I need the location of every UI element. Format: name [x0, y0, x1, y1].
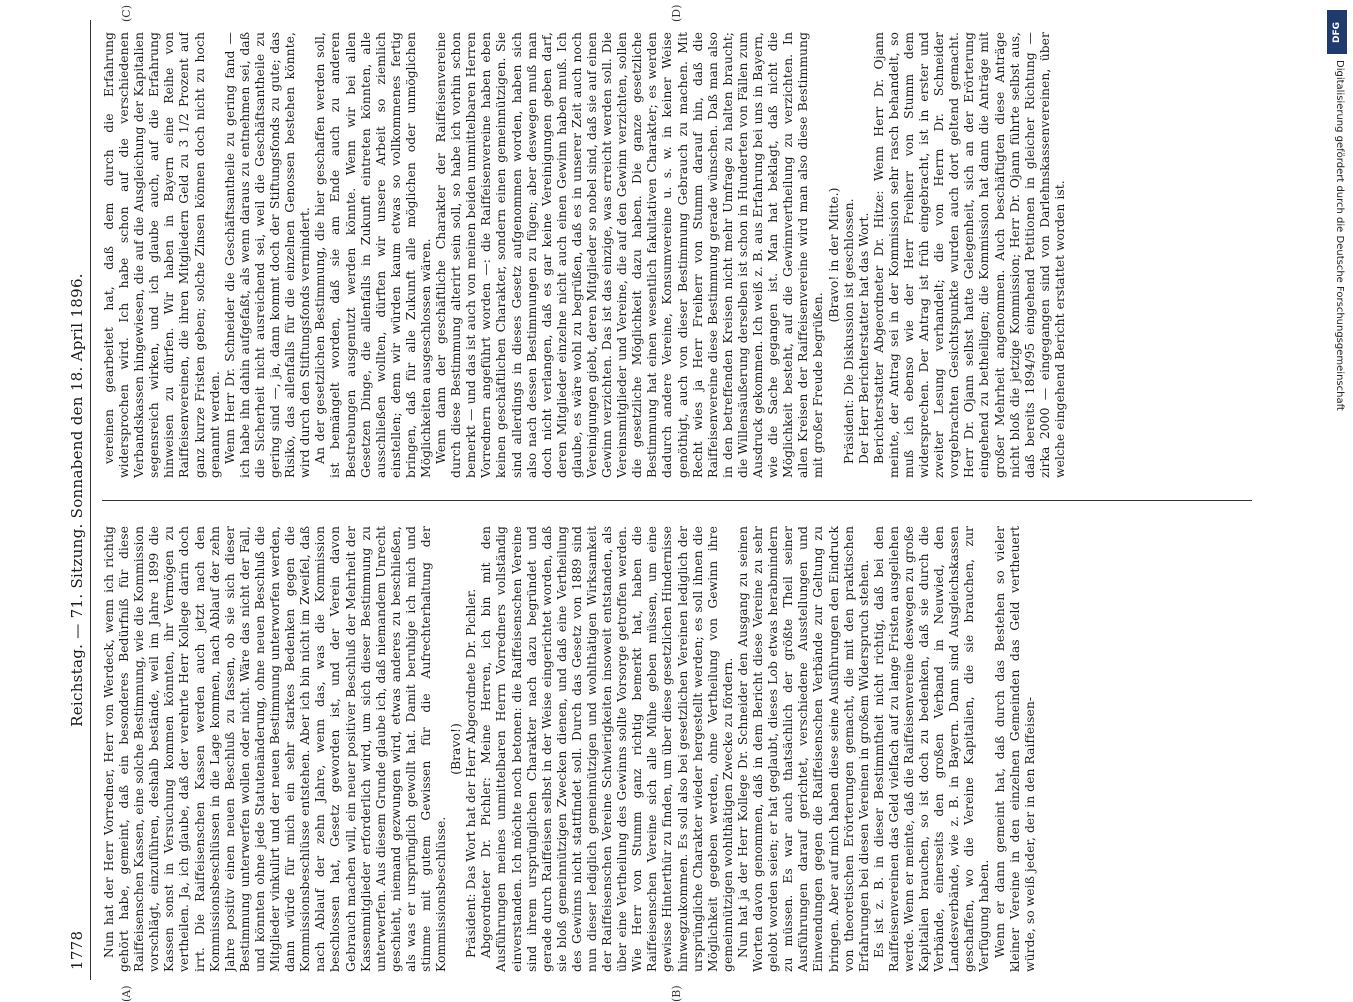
left-column [102, 526, 1252, 972]
header-rule [90, 20, 91, 980]
marker-b: (B) [670, 985, 683, 1002]
paragraph: vereinen gearbeitet hat, daß dem durch die Erfahrung widersprochen wird. Ich habe schon auf die verschiedenen Verbandskassen hingewiesen, die auf die Ausgleichung der Kapitalien segensreich wirken, und ich glaube auch, auf die Erfahrung hinweisen zu dürfen. Wir haben in Bayern eine Reihe von Raiffeisenvereinen, die ihren Mitgliedern Geld zu 3 1/2 Prozent auf ganz kurze Fristen geben; solche Zinsen können doch nicht zu hoch genannt werden. [102, 32, 222, 478]
credit-text: Digitalisierung gefördert durch die Deutsche Forschungsgemeinschaft [1334, 60, 1345, 411]
marker-a: (A) [120, 985, 133, 1002]
dfg-logo: DFG [1327, 10, 1347, 54]
page-number: 1778 [68, 930, 86, 970]
paragraph: Wenn Herr Dr. Schneider die Geschäftsantheile zu gering fand — ich habe ihn dahin aufgefaßt, als wenn daraus zu entnehmen sei, daß die Sicherheit nicht ausreichend sei, weil die Geschäftsantheile zu gering sind —, ja, dann kommt doch der Stiftungsfonds zu gute; das Risiko, das allenfalls für die einzelnen Genossen bestehen könnte, wird durch den Stiftungsfonds vermindert. [222, 32, 313, 478]
paragraph: Wenn dann der geschäftliche Charakter der Raiffeisenvereine durch diese Bestimmung alterirt sein soll, so habe ich vorhin schon bemerkt — und das ist auch von meinen beiden unmittelbaren Herren Vorrednern angeführt worden —: die Raiffeisenvereine haben eben keinen geschäftlichen Charakter, sondern einen gemeinnützigen. Sie sind allerdings in dieses Gesetz aufgenommen worden, haben sich also nach dessen Bestimmungen zu fügen; aber deswegen muß man doch nicht verlangen, daß es gar keine Vereinigungen geben darf, deren Mitglieder einzelne nicht auch einen Gewinn haben muß. Ich glaube, es wäre wohl zu begrüßen, daß es in unserer Zeit auch noch Vereinigungen giebt, deren Mitglieder so nobel sind, daß sie auf einen Gewinn verzichten. Das ist das einzige, was erreicht werden soll. Die Vereinsmitglieder und Vereine, die auf den Gewinn verzichten, sollen die gesetzliche Möglichkeit dazu haben. Die ganze gesetzliche Bestimmung hat einen wesentlich fakultativen Charakter; es werden dadurch andere Vereine, Konsumvereine u. s. w. in keiner Weise genöthigt, auch von dieser Bestimmung Gebrauch zu machen. Mit Recht wies ja Herr Freiherr von Stumm darauf hin, daß die Raiffeisenvereine diese Bestimmung gerade wünschen. Daß man also in den betreffenden Kreisen nicht mehr Umfrage zu halten braucht; die Willensäußerung derselben ist schon in Hunderten von Fällen zum Ausdruck gekommen. Ich weiß z. B. aus Erfahrung bei uns in Bayern, wie die Sache gegangen ist. Man hat beklagt, daß nicht die Möglichkeit besteht, auf die Gewinnvertheilung zu verzichten. In allen Kreisen der Raiffeisenvereine wird man also diese Bestimmung mit großer Freude begrüßen. [434, 32, 826, 478]
interjection: (Bravo!) [449, 723, 464, 775]
paragraph: Wenn er dann gemeint hat, daß durch das Bestehen so vieler kleiner Vereine in den einzelnen Gemeinden das Geld vertheuert würde, so weiß jeder, der in den Raiffeisen- [992, 526, 1037, 972]
paragraph: Der Herr Berichterstatter hat das Wort. [856, 212, 871, 464]
paragraph: Abgeordneter Dr. Pichler: Meine Herren, ich bin mit den Ausführungen meines unmittelbaren Herrn Vorredners vollständig einverstanden. Ich möchte noch betonen: die Raiffeisenschen Vereine sind ihrem ursprünglichen Charakter nach dazu begründet und gerade durch Raiffeisen selbst in der Weise eingerichtet worden, daß sie bloß gemeinnützigen Zwecken dienen, und daß eine Vertheilung des Gewinns nicht stattfindet soll. Durch das Gesetz von 1889 sind nun dieser lediglich gemeinnützigen und wohlthätigen Wirksamkeit der Raiffeisenschen Vereine Schwierigkeiten insoweit entstanden, als über eine Vertheilung des Gewinns sollte Vorsorge getroffen werden. Wie Herr von Stumm ganz richtig bemerkt hat, haben die Raiffeisenschen Vereine sich alle Mühe geben müssen, um eine gewisse Hinterthür zu finden, um über diese gesetzlichen Hindernisse hinwegzukommen. Es soll also bei gesetzlichen Vereinen lediglich der ursprüngliche Charakter wieder hergestellt werden; es soll ihnen die Möglichkeit gegeben werden, ohne Vertheilung von Gewinn ihre gemeinnützigen wohlthätigen Zwecke zu fördern. [479, 526, 735, 972]
page-header [60, 20, 94, 980]
paragraph: Berichterstatter Abgeordneter Dr. Hitze: Wenn Herr Dr. Ojann meinte, der Antrag sei in der Kommission sehr rasch behandelt, so muß ich ebenso wie der Herr Freiherr von Stumm dem widersprechen. Der Antrag ist früh eingebracht, ist in erster und zweiter Lesung verhandelt; die von Herrn Dr. Schneider vorgebrachten Gesichtspunkte wurden auch dort geltend gemacht. Herr Dr. Ojann selbst hatte Gelegenheit, sich an der Erörterung eingehend zu betheiligen; die Kommission hat dann die Anträge mit großer Mehrheit angenommen. Auch beschäftigten diese Anträge nicht bloß die jetzige Kommission; Herr Dr. Ojann führte selbst aus, daß bereits 1894/95 eingehend Petitionen in gleicher Richtung — zirka 2000 — eingegangen sind von Darlehnskassenvereinen, über welche eingehend Bericht erstattet worden ist. [871, 32, 1067, 478]
right-column [102, 32, 1252, 478]
paragraph: Nun hat ja der Herr Kollege Dr. Schneider den Ausgang zu seinen Worten davon genommen, daß in dem Bericht diese Vereine zu sehr gelobt worden seien; er hat geglaubt, dieses Lob etwas herabmindern zu müssen. Es war auch thatsächlich der größte Theil seiner Ausführungen darauf gerichtet, verschiedene Ausstellungen und Einwendungen gegen die Raiffeisenschen Verbände zur Geltung zu bringen. Aber auf mich haben diese seine Ausführungen den Eindruck von theoretischen Erörterungen gemacht, die mit den praktischen Erfahrungen bei diesen Vereinen in großem Widerspruch stehen. [735, 526, 871, 972]
paragraph: Nun hat der Herr Vorredner, Herr von Werdeck, wenn ich richtig gehört habe, gemeint, daß ein besonderes Bedürfniß für diese Raiffeisenschen Kassen, eine solche Bestimmung, wie die Kommission vorschlägt, einzuführen, deshalb bestände, weil im Jahre 1899 die Kassen sonst in Versuchung kommen könnten, ihr Vermögen zu vertheilen. Ja, ich glaube, daß der verehrte Herr Kollege darin doch irrt. Die Raiffeisenschen Kassen werden auch jetzt nach den Kommissionsbeschlüssen in die Lage kommen, nach Ablauf der zehn Jahre positiv einen neuen Beschluß zu fassen, ob sie sich dieser Bestimmung unterwerfen wollen oder nicht. Wäre das nicht der Fall, und könnten ohne jede Statutenänderung, ohne neuen Beschluß die Mitglieder vinkulirt und der neuen Bestimmung unterworfen werden, dann würde für mich ein sehr starkes Bedenken gegen die Kommissionsbeschlüsse entstehen. Aber ich bin nicht im Zweifel, daß nach Ablauf der zehn Jahre, wenn das, was die Kommission beschlossen hat, Gesetz geworden ist, und der Verein davon Gebrauch machen will, ein neuer positiver Beschluß der Mehrheit der Kassenmitglieder erforderlich wird, um sich dieser Bestimmung zu unterwerfen. Aus diesem Grunde glaube ich, daß niemandem Unrecht geschieht, niemand gezwungen wird, etwas anderes zu beschließen, als was er ursprünglich gewollt hat. Damit beruhige ich mich und stimme mit gutem Gewissen für die Aufrechterhaltung der Kommissionsbeschlüsse. [102, 526, 449, 972]
paragraph: An der gesetzlichen Bestimmung, die hier geschaffen werden soll, ist bemängelt worden, daß sie am Ende auch zu anderen Bestrebungen ausgenutzt werden könnte. Wenn wir bei allen Gesetzen Dinge, die allenfalls in Zukunft eintreten könnten, alle ausschließen wollten, dürften wir unsere Arbeit so ziemlich einstellen; denn wir würden kaum etwas so vollkommenes fertig bringen, daß für alle Zukunft alle möglichen oder unmöglichen Möglichkeiten ausgeschlossen wären. [313, 32, 433, 478]
running-head: Reichstag. — 71. Sitzung. Sonnabend den 18. April 1896. [68, 273, 86, 727]
paragraph: Es ist z. B. in dieser Bestimmtheit nicht richtig, daß bei den Raiffeisenvereinen das Geld vielfach auf zu lange Fristen ausgeliehen werde. Wenn er meinte, daß die Raiffeisenvereine deswegen zu große Kapitalien brauchen, so ist doch zu bedenken, daß sie durch die Verbände, einerseits den großen Verband in Neuwied, den Landesverbände, wie z. B. in Bayern. Dann sind Ausgleichskassen geschaffen, wo die Vereine Kapitalien, die sie brauchen, zur Verfügung haben. [871, 526, 992, 972]
interjection: (Bravo! in der Mitte.) [826, 187, 841, 323]
paragraph: Präsident: Das Wort hat der Herr Abgeordnete Dr. Pichler. [464, 588, 479, 958]
marker-c: (C) [120, 5, 133, 22]
column-divider [102, 500, 1252, 501]
rotated-page [60, 4, 1300, 1002]
marker-d: (D) [670, 4, 683, 22]
paragraph: Präsident: Die Diskussion ist geschlossen. [841, 198, 856, 464]
digitization-credit [1325, 10, 1349, 990]
